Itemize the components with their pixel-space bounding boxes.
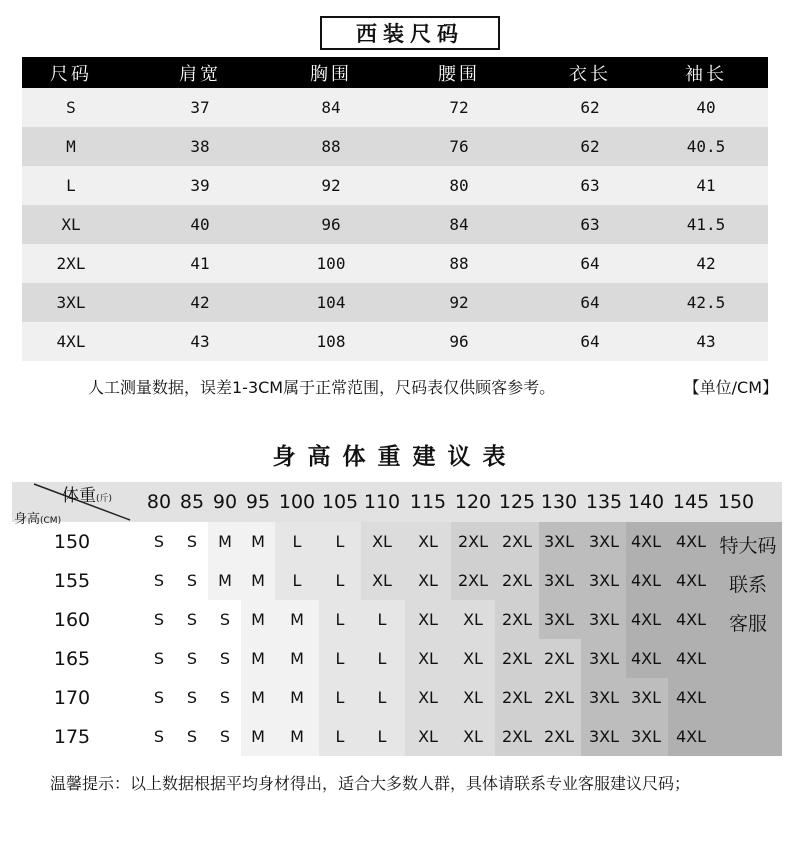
weight-header: 100: [278, 491, 316, 513]
weight-label-text: 体重: [62, 486, 96, 506]
size-cell: 41.5: [686, 215, 726, 234]
size-recommendation: 4XL: [675, 571, 707, 590]
height-weight-table: [12, 482, 782, 760]
measurement-note: [88, 375, 778, 398]
contact-service-text: 联系: [728, 574, 767, 596]
size-cell: 72: [449, 98, 469, 117]
weight-axis-label: [62, 481, 112, 506]
size-recommendation: S: [186, 688, 198, 707]
size-recommendation: 4XL: [630, 532, 662, 551]
size-recommendation: XL: [463, 688, 483, 707]
size-recommendation: 4XL: [630, 610, 662, 629]
weight-header: 130: [540, 491, 578, 513]
suit-size-table: [22, 57, 768, 361]
size-recommendation: M: [218, 532, 232, 551]
size-cell: 80: [449, 176, 469, 195]
size-table-row: [22, 322, 768, 361]
size-recommendation: 3XL: [588, 532, 620, 551]
size-cell: 38: [190, 137, 210, 156]
size-cell: 43: [190, 332, 210, 351]
size-recommendation: 3XL: [543, 532, 575, 551]
weight-header: 145: [672, 491, 710, 513]
weight-header: 105: [321, 491, 359, 513]
size-table-row: [22, 205, 768, 244]
size-recommendation: XL: [418, 649, 438, 668]
size-header-cell: 腰围: [438, 63, 480, 85]
size-cell: 41: [696, 176, 716, 195]
weight-header: 135: [585, 491, 623, 513]
size-header-cell: 衣长: [569, 63, 611, 85]
size-cell: 42: [190, 293, 210, 312]
size-header-cell: 尺码: [50, 63, 92, 85]
size-cell: 96: [449, 332, 469, 351]
size-table-row: [22, 244, 768, 283]
size-recommendation: 4XL: [675, 610, 707, 629]
unit-label: 【单位/CM】: [683, 378, 778, 397]
size-recommendation: 4XL: [630, 571, 662, 590]
size-cell: S: [66, 98, 76, 117]
size-recommendation: 2XL: [457, 532, 489, 551]
weight-unit-text: (斤): [96, 494, 113, 504]
size-recommendation: 4XL: [675, 688, 707, 707]
size-cell: 104: [316, 293, 346, 312]
size-recommendation: M: [251, 649, 265, 668]
size-header-cell: 胸围: [310, 63, 352, 85]
size-recommendation: M: [251, 727, 265, 746]
size-recommendation: L: [377, 688, 387, 707]
size-recommendation: XL: [463, 610, 483, 629]
size-recommendation: L: [292, 571, 302, 590]
size-cell: 40.5: [686, 137, 726, 156]
contact-service-text: 特大码: [719, 535, 777, 557]
size-recommendation: S: [153, 571, 165, 590]
size-recommendation: 2XL: [543, 649, 575, 668]
size-cell: 4XL: [56, 332, 86, 351]
size-cell: 2XL: [56, 254, 86, 273]
size-recommendation: S: [153, 610, 165, 629]
size-cell: 62: [580, 137, 600, 156]
size-recommendation: M: [290, 727, 304, 746]
size-table-row: [22, 283, 768, 322]
contact-cell-bg: [713, 639, 782, 678]
size-recommendation: 2XL: [501, 649, 533, 668]
size-recommendation: S: [153, 649, 165, 668]
size-recommendation: 3XL: [588, 688, 620, 707]
size-recommendation: 4XL: [630, 649, 662, 668]
size-cell: 64: [580, 254, 600, 273]
size-recommendation: 2XL: [501, 610, 533, 629]
size-cell: 88: [321, 137, 341, 156]
size-cell: 84: [449, 215, 469, 234]
weight-header: 80: [146, 491, 172, 513]
size-recommendation: S: [186, 532, 198, 551]
contact-cell-bg: [713, 717, 782, 756]
contact-cell-bg: [713, 678, 782, 717]
size-recommendation: S: [219, 727, 231, 746]
size-recommendation: M: [251, 571, 265, 590]
size-cell: 39: [190, 176, 210, 195]
size-recommendation: L: [335, 649, 345, 668]
weight-header: 125: [498, 491, 536, 513]
height-label: 175: [53, 726, 91, 748]
height-label: 165: [53, 648, 91, 670]
size-recommendation: 3XL: [543, 610, 575, 629]
size-recommendation: XL: [418, 727, 438, 746]
size-recommendation: M: [251, 688, 265, 707]
size-recommendation: 2XL: [501, 688, 533, 707]
height-unit-text: (CM): [40, 516, 62, 526]
size-recommendation: S: [186, 727, 198, 746]
suit-size-title: 西装尺码: [320, 16, 500, 50]
size-cell: 37: [190, 98, 210, 117]
size-recommendation: 2XL: [501, 727, 533, 746]
size-recommendation: L: [377, 610, 387, 629]
size-recommendation: L: [335, 727, 345, 746]
height-label: 155: [53, 570, 91, 592]
size-recommendation: XL: [463, 727, 483, 746]
size-header-cell: 肩宽: [179, 63, 221, 85]
size-recommendation: M: [290, 610, 304, 629]
size-cell: 76: [449, 137, 469, 156]
size-recommendation: 3XL: [630, 688, 662, 707]
size-recommendation: 4XL: [675, 532, 707, 551]
size-recommendation: 2XL: [501, 571, 533, 590]
size-recommendation: 3XL: [543, 571, 575, 590]
size-cell: 63: [580, 215, 600, 234]
size-recommendation: 3XL: [588, 571, 620, 590]
size-recommendation: 4XL: [675, 649, 707, 668]
size-recommendation: XL: [418, 532, 438, 551]
size-table-row: [22, 88, 768, 127]
weight-header: 110: [363, 491, 401, 513]
size-recommendation: M: [290, 688, 304, 707]
size-recommendation: XL: [372, 571, 392, 590]
weight-header: 140: [627, 491, 665, 513]
height-label: 160: [53, 609, 91, 631]
size-cell: 42: [696, 254, 716, 273]
size-table-row: [22, 127, 768, 166]
footer-tip: 温馨提示：以上数据根据平均身材得出，适合大多数人群，具体请联系专业客服建议尺码；: [50, 774, 691, 793]
height-weight-title: 身高体重建议表: [272, 444, 518, 470]
size-recommendation: S: [219, 649, 231, 668]
size-cell: 3XL: [56, 293, 86, 312]
size-recommendation: XL: [418, 610, 438, 629]
size-cell: 41: [190, 254, 210, 273]
weight-header: 95: [245, 491, 271, 513]
size-cell: 64: [580, 332, 600, 351]
size-cell: 92: [321, 176, 341, 195]
size-cell: 40: [696, 98, 716, 117]
size-cell: 84: [321, 98, 341, 117]
size-cell: 92: [449, 293, 469, 312]
size-cell: 63: [580, 176, 600, 195]
size-recommendation: S: [186, 610, 198, 629]
weight-header: 90: [212, 491, 238, 513]
size-recommendation: XL: [463, 649, 483, 668]
size-cell: 96: [321, 215, 341, 234]
size-recommendation: S: [186, 571, 198, 590]
size-recommendation: XL: [372, 532, 392, 551]
size-cell: 43: [696, 332, 716, 351]
size-recommendation: XL: [418, 688, 438, 707]
size-recommendation: M: [251, 532, 265, 551]
weight-header: 120: [454, 491, 492, 513]
size-recommendation: M: [290, 649, 304, 668]
size-cell: 100: [316, 254, 346, 273]
size-recommendation: S: [153, 727, 165, 746]
weight-header: 85: [179, 491, 205, 513]
size-recommendation: L: [377, 649, 387, 668]
size-cell: 62: [580, 98, 600, 117]
size-cell: XL: [61, 215, 81, 234]
size-recommendation: M: [251, 610, 265, 629]
size-recommendation: L: [335, 688, 345, 707]
size-recommendation: S: [186, 649, 198, 668]
size-recommendation: S: [219, 688, 231, 707]
size-cell: L: [66, 176, 76, 195]
size-recommendation: 3XL: [630, 727, 662, 746]
size-recommendation: S: [153, 532, 165, 551]
size-table-header: [22, 57, 768, 88]
height-axis-label: [14, 508, 61, 527]
height-label: 150: [53, 531, 91, 553]
measurement-disclaimer: 人工测量数据，误差1-3CM属于正常范围，尺码表仅供顾客参考。: [88, 378, 556, 397]
weight-header: 150: [717, 491, 755, 513]
height-label: 170: [53, 687, 91, 709]
size-recommendation: L: [335, 571, 345, 590]
size-recommendation: 2XL: [543, 688, 575, 707]
size-recommendation: L: [377, 727, 387, 746]
size-cell: 64: [580, 293, 600, 312]
size-recommendation: 2XL: [457, 571, 489, 590]
size-recommendation: L: [335, 610, 345, 629]
size-recommendation: L: [292, 532, 302, 551]
size-recommendation: 3XL: [588, 727, 620, 746]
size-recommendation: S: [219, 610, 231, 629]
size-header-cell: 袖长: [685, 63, 727, 85]
contact-service-text: 客服: [728, 613, 767, 635]
weight-header: 115: [409, 491, 447, 513]
size-recommendation: M: [218, 571, 232, 590]
size-recommendation: 3XL: [588, 610, 620, 629]
size-table-row: [22, 166, 768, 205]
size-cell: 108: [316, 332, 346, 351]
size-cell: 88: [449, 254, 469, 273]
size-cell: M: [66, 137, 76, 156]
size-recommendation: 3XL: [588, 649, 620, 668]
size-recommendation: XL: [418, 571, 438, 590]
size-recommendation: S: [153, 688, 165, 707]
size-cell: 40: [190, 215, 210, 234]
size-recommendation: L: [335, 532, 345, 551]
size-recommendation: 4XL: [675, 727, 707, 746]
height-label-text: 身高: [14, 512, 41, 527]
size-recommendation: 2XL: [543, 727, 575, 746]
size-cell: 42.5: [686, 293, 726, 312]
size-recommendation: 2XL: [501, 532, 533, 551]
